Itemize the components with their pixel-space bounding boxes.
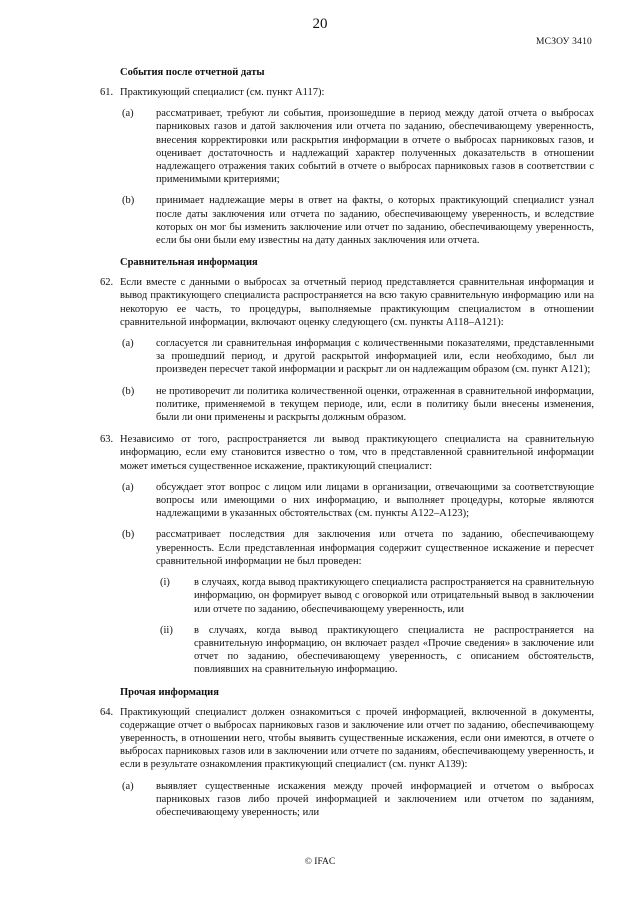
- paragraph-text: Практикующий специалист (см. пункт A117):: [120, 87, 325, 98]
- paragraph-number: 62.: [100, 277, 114, 289]
- list-item-label: (b): [122, 529, 135, 541]
- list-item-text: согласуется ли сравнительная информация с количественными показателями, представленными за прошедший период, и другой раскрытой информацией или, если необходимо, был ли произведен пересчет такой информации и раскрыт ли он надлежащим образом (см. пункт A121);: [156, 338, 594, 376]
- list-item-text: рассматривает, требуют ли события, произошедшие в период между датой отчета о выбросах парниковых газов и датой заключения или отчета по заданию, обеспечивающему уверенность, внесения корректировки или раскрытия информации в отчете о выбросах парниковых газов, и оценивает достаточность и надлежащий характер полученных доказательств в отношении надлежащего отражения таких событий в отчете о выбросах парниковых газов в соответствии с применимыми критериями;: [156, 108, 594, 186]
- section-heading: Прочая информация: [120, 686, 219, 698]
- list-item-label: (a): [122, 108, 134, 120]
- section-heading: Сравнительная информация: [120, 257, 258, 269]
- sub-list-item-text: в случаях, когда вывод практикующего специалиста распространяется на сравнительную информацию, он формирует вывод с оговоркой или отрицательный вывод в заключении или отчете по заданию, обеспечивающему уверенность, или: [194, 577, 594, 615]
- list-item-label: (b): [122, 195, 135, 207]
- paragraph-63: [100, 433, 594, 676]
- sub-list-item-label: (i): [160, 577, 170, 589]
- paragraph-text: Независимо от того, распространяется ли вывод практикующего специалиста на сравнительную информацию, если ему становится известно о том, что в представленной сравнительной информации может иметься существенное искажение, практикующий специалист:: [120, 434, 594, 472]
- paragraph-number: 64.: [100, 706, 114, 718]
- list-item: [120, 337, 594, 377]
- list-item-label: (a): [122, 481, 134, 493]
- list-item-text: не противоречит ли политика количественной оценки, отраженная в сравнительной информации, политике, применяемой в текущем периоде, или, если в политику были внесены изменения, были ли они применены и раскрыты должным образом.: [156, 385, 594, 424]
- list-item-label: (a): [122, 780, 134, 792]
- list-item-label: (b): [122, 385, 135, 397]
- list-item: [120, 528, 594, 676]
- sub-list-item-text: в случаях, когда вывод практикующего специалиста не распространяется на сравнительную информацию, он включает раздел «Прочие сведения» в заключение или отчет по заданию, обеспечивающему уверенность, с описанием обстоятельств, повлиявших на сравнительную информацию.: [194, 624, 594, 676]
- paragraph-61: [100, 86, 594, 247]
- paragraph-number: 61.: [100, 87, 114, 98]
- paragraph-text: Если вместе с данными о выбросах за отчетный период представляется сравнительная информация и вывод практикующего специалиста распространяется на всю такую сравнительную информацию или на некоторую ее часть, то процедуры, выполняемые практикующим специалистом в отношении сравнительной информации, включают оценку следующего (см. пункты A118–A121):: [120, 277, 594, 328]
- document-code: МСЗОУ 3410: [536, 37, 592, 47]
- list-item: [120, 481, 594, 521]
- paragraph-number: 63.: [100, 434, 114, 446]
- sub-list-item: [156, 576, 594, 616]
- list-item-text: обсуждает этот вопрос с лицом или лицами в организации, отвечающими за соответствующие вопросы или имеющими о них информацию, и выполняет процедуры, которые являются надлежащими в указанных обстоятельствах (см. пункты A122–A123);: [156, 481, 594, 520]
- list-item: [120, 107, 594, 186]
- list-item: [120, 194, 594, 247]
- document-body: [100, 66, 594, 828]
- list-item: [120, 780, 594, 820]
- list-item-text: выявляет существенные искажения между прочей информацией и отчетом о выбросах парниковых газов либо прочей информацией и заключением или отчетом по заданиям, обеспечивающему уверенность; или: [156, 780, 594, 818]
- sub-list-item-label: (ii): [160, 624, 173, 636]
- section-heading: События после отчетной даты: [120, 67, 265, 78]
- paragraph-62: [100, 276, 594, 424]
- paragraph-text: Практикующий специалист должен ознакомиться с прочей информацией, включенной в документы, содержащие отчет о выбросах парниковых газов и заключение или отчет по заданию, обеспечивающему уверенность, в отношении него, чтобы выявить существенные искажения, если они имеются, в отчете о выбросах парниковых газов или в заключении или отчете по заданиям, обеспечивающему уверенность, и если в результате ознакомления практикующий специалист (см. пункт A139):: [120, 706, 594, 771]
- sub-list-item: [156, 624, 594, 677]
- list-item: [120, 385, 594, 425]
- list-item-text: принимает надлежащие меры в ответ на факты, о которых практикующий специалист узнал после даты заключения или отчета по заданию, обеспечивающему уверенность, и вследствие которых он мог бы изменить заключение или отчет по заданию, обеспечивающему уверенность, если бы они были ему известны на дату данных заключения или отчета.: [156, 195, 594, 247]
- list-item-label: (a): [122, 338, 134, 350]
- paragraph-64: [100, 706, 594, 820]
- list-item-text: рассматривает последствия для заключения или отчета по заданию, обеспечивающему уверенность. Если представленная информация содержит существенное искажение и пересчет сравнительной информации не был проведен:: [156, 529, 594, 567]
- copyright-footer: © IFAC: [304, 857, 336, 867]
- page-number: 20: [312, 16, 328, 32]
